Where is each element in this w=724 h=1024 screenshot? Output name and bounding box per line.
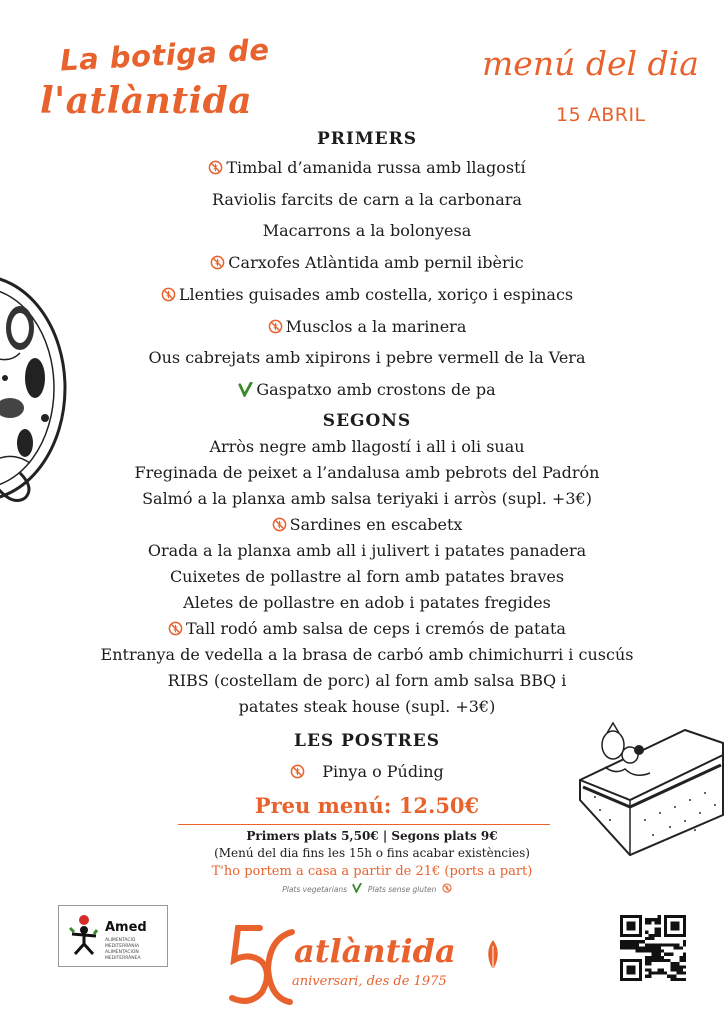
gluten-free-icon	[268, 319, 283, 334]
menu-item	[0, 460, 724, 486]
amed-badge	[58, 905, 168, 967]
delivery-note: T'ho portem a casa a partir de 21€ (ports a part)	[211, 864, 533, 879]
gluten-free-icon	[442, 883, 452, 893]
gluten-free-icon	[272, 517, 287, 532]
menu-item	[0, 694, 724, 720]
menu-item-text: Pinya o Púding	[322, 761, 444, 781]
menu-item-text: Macarrons a la bolonyesa	[262, 221, 472, 241]
menu-item-text: Musclos a la marinera	[285, 316, 467, 336]
menu-item-text: Salmó a la planxa amb salsa teriyaki i arròs (supl. +3€)	[142, 488, 592, 508]
menu-item-text: Timbal d’amanida russa amb llagostí	[226, 158, 526, 177]
segons-heading: SEGONS	[322, 410, 412, 431]
anniversary-brand: atlàntida	[294, 932, 456, 970]
amed-figure-icon	[67, 914, 101, 956]
vegetarian-icon	[238, 382, 253, 397]
legend-vegetarian-label: Plats vegetarians	[282, 885, 348, 894]
anniversary-logo	[220, 918, 510, 1018]
menu-item	[0, 215, 724, 247]
menu-item-text: Ous cabrejats amb xipirons i pebre vermell de la Vera	[148, 348, 586, 368]
menu-item	[0, 538, 724, 564]
menu-item	[0, 668, 724, 694]
gluten-free-icon	[208, 160, 223, 175]
menu-body	[0, 126, 724, 823]
menu-item-text: Entranya de vedella a la brasa de carbó amb chimichurri i cuscús	[100, 644, 634, 664]
menu-item	[0, 152, 724, 184]
menu-item-text: Orada a la planxa amb all i julivert i patates panadera	[147, 540, 587, 560]
menu-item-text: Llenties guisades amb costella, xoriço i espinacs	[178, 284, 574, 304]
menu-hours-note: (Menú del dia fins les 15h o fins acabar existències)	[214, 846, 530, 860]
diet-legend	[10, 883, 724, 897]
menu-item	[0, 642, 724, 668]
menu-item-text: Freginada de peixet a l’andalusa amb pebrots del Padrón	[134, 462, 600, 482]
gluten-free-icon	[161, 287, 176, 302]
menu-item-text: Gaspatxo amb crostons de pa	[256, 379, 496, 399]
postres-list	[0, 756, 724, 788]
menu-item-text: Cuixetes de pollastre al forn amb patates braves	[169, 566, 565, 586]
gluten-free-icon	[290, 764, 305, 779]
menu-item-text: RIBS (costellam de porc) al forn amb salsa BBQ i	[167, 670, 567, 690]
menu-item	[0, 279, 724, 311]
menu-item-text: Tall rodó amb salsa de ceps i cremós de patata	[186, 618, 566, 638]
gluten-free-icon	[168, 621, 183, 636]
menu-item	[0, 616, 724, 642]
amed-subtitle: ALIMENTACIÓ MEDITERRÀNIA ALIMENTACIÓN MEDITERRÁNEA	[105, 938, 141, 961]
anniversary-tagline: aniversari, des de 1975	[292, 974, 447, 989]
menu-item	[0, 342, 724, 374]
menu-date: 15 ABRIL	[556, 104, 646, 126]
gluten-free-icon	[210, 255, 225, 270]
quill-icon	[482, 938, 504, 974]
vegetarian-icon	[352, 883, 362, 893]
menu-item	[0, 756, 724, 788]
menu-item	[0, 247, 724, 279]
plate-prices: Primers plats 5,50€ | Segons plats 9€	[246, 829, 498, 843]
primers-list	[0, 152, 724, 406]
menu-item	[0, 590, 724, 616]
menu-item	[0, 434, 724, 460]
menu-item	[0, 374, 724, 406]
menu-item	[0, 184, 724, 216]
menu-item-text: patates steak house (supl. +3€)	[238, 696, 496, 716]
menu-item	[0, 486, 724, 512]
legend-gluten-free-label: Plats sense gluten	[367, 885, 437, 894]
menu-item	[0, 311, 724, 343]
qr-code[interactable]	[620, 915, 686, 981]
shop-logo	[38, 32, 278, 138]
menu-price: Preu menú: 12.50€	[254, 793, 480, 819]
segons-list	[0, 434, 724, 720]
logo-line2: l'atlàntida	[40, 80, 253, 122]
menu-item	[0, 564, 724, 590]
primers-heading: PRIMERS	[316, 129, 418, 149]
menu-item-text: Raviolis farcits de carn a la carbonara	[212, 189, 522, 209]
footer	[0, 828, 724, 897]
menu-item-text: Carxofes Atlàntida amb pernil ibèric	[228, 253, 524, 273]
menu-title: menú del dia	[482, 44, 699, 83]
menu-item-text: Aletes de pollastre en adob i patates fregides	[183, 592, 551, 612]
amed-name: Amed	[105, 920, 147, 935]
postres-heading: LES POSTRES	[294, 730, 440, 751]
menu-item-text: Arròs negre amb llagostí i all i oli suau	[209, 436, 525, 456]
logo-line1: La botiga de	[59, 32, 271, 78]
footer-divider	[178, 824, 550, 825]
menu-item	[0, 512, 724, 538]
menu-item-text: Sardines en escabetx	[289, 514, 463, 534]
